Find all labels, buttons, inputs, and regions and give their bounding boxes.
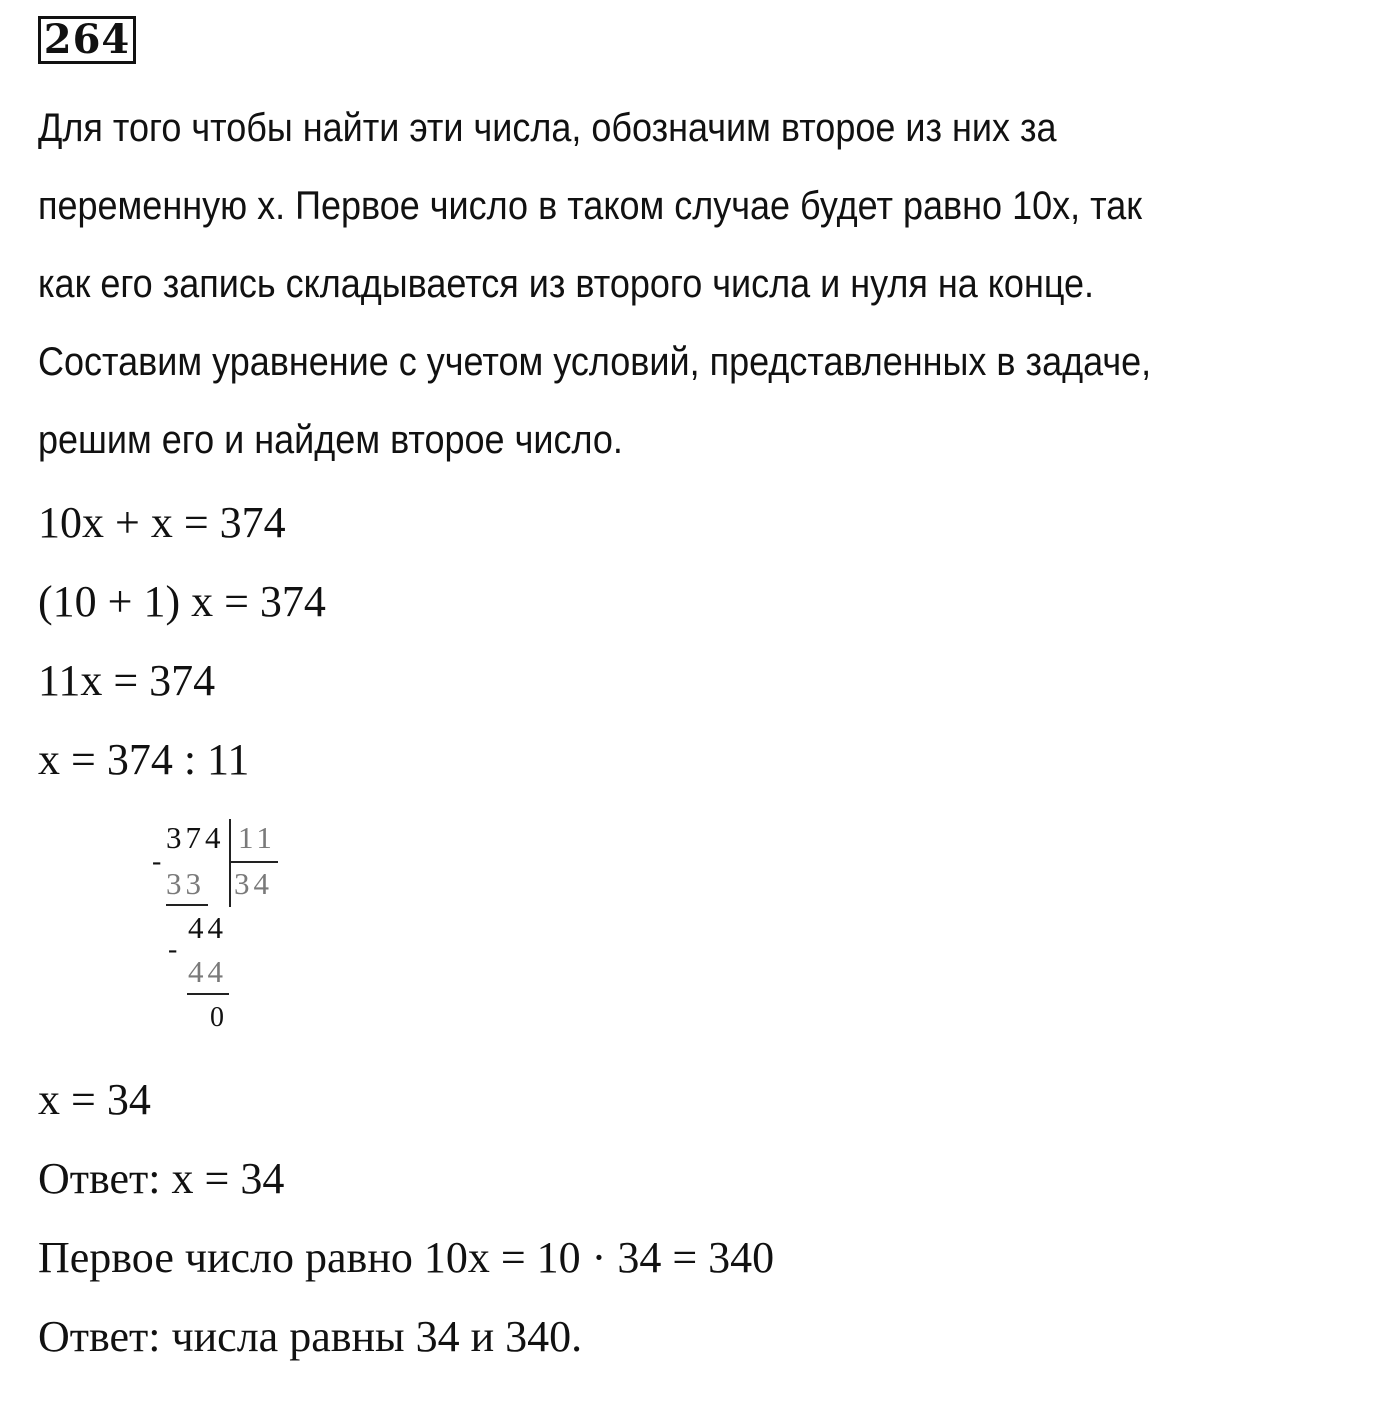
long-division — [140, 815, 300, 1045]
divisor-underline — [230, 861, 278, 863]
explanation-line-4: Составим уравнение с учетом условий, представленных в задаче, — [38, 340, 1152, 384]
minus-sign-1: - — [152, 846, 166, 877]
dividend: 374 — [166, 820, 225, 855]
first-number-line: Первое число равно 10x = 10 · 34 = 340 — [38, 1233, 775, 1282]
quotient: 34 — [234, 866, 273, 901]
second-subtraction-line — [187, 993, 229, 995]
answer-line-1: Ответ: x = 34 — [38, 1154, 285, 1203]
explanation-line-2: переменную х. Первое число в таком случае будет равно 10х, так — [38, 184, 1142, 228]
explanation-line-5: решим его и найдем второе число. — [38, 418, 623, 462]
explanation-line-1: Для того чтобы найти эти числа, обозначим второе из них за — [38, 106, 1057, 150]
result-line: x = 34 — [38, 1075, 151, 1124]
equation-2: (10 + 1) x = 374 — [38, 577, 326, 626]
equation-1: 10x + x = 374 — [38, 498, 286, 547]
final-remainder: 0 — [210, 1002, 228, 1033]
explanation-line-3: как его запись складывается из второго числа и нуля на конце. — [38, 262, 1095, 306]
partial-remainder: 44 — [188, 910, 227, 945]
division-vertical-line — [229, 819, 231, 907]
first-subtrahend: 33 — [166, 866, 205, 901]
answer-line-2: Ответ: числа равны 34 и 340. — [38, 1312, 583, 1361]
second-subtrahend: 44 — [188, 954, 227, 989]
equation-3: 11x = 374 — [38, 656, 216, 705]
minus-sign-2: - — [168, 934, 182, 965]
problem-number-box: 264 — [38, 16, 136, 64]
first-subtraction-line — [166, 904, 208, 906]
equation-4: x = 374 : 11 — [38, 735, 250, 784]
divisor: 11 — [238, 820, 276, 855]
